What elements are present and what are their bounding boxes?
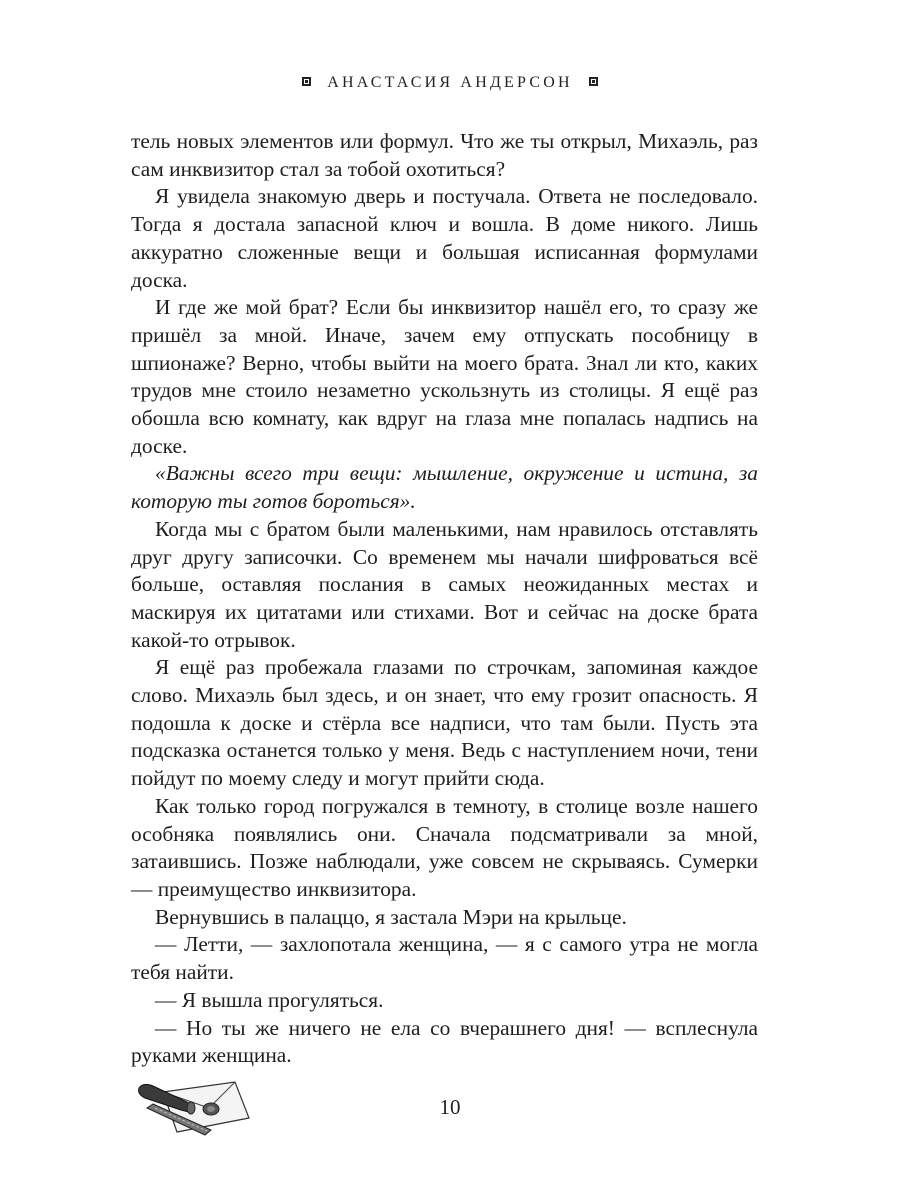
- paragraph: И где же мой брат? Если бы инквизитор нашёл его, то сразу же пришёл за мной. Иначе, зачем ему отпускать пособницу в шпионаже? Верно, чтобы выйти на моего брата. Знал ли кто, каких трудов мне стоило незаметно ускользнуть из столицы. Я ещё раз обошла всю комнату, как вдруг на глаза мне попалась надпись на доске.: [131, 295, 758, 458]
- body-text: [131, 128, 758, 1070]
- paragraph: Вернувшись в палаццо, я застала Мэри на крыльце.: [155, 904, 627, 929]
- page-number: 10: [439, 1095, 461, 1119]
- quote-paragraph: «Важны всего три вещи: мышление, окружение и истина, за которую ты готов бороться».: [131, 461, 758, 514]
- paragraph: Я ещё раз пробежала глазами по строчкам, запоминая каждое слово. Михаэль был здесь, и он знает, что ему грозит опасность. Я подошла к доске и стёрла все надписи, что там были. Пусть эта подсказка останется только у меня. Ведь с наступлением ночи, тени пойдут по моему следу и могут прийти сюда.: [131, 655, 758, 791]
- running-head: [0, 74, 900, 92]
- square-ornament-icon: [302, 77, 311, 86]
- paragraph: Я увидела знакомую дверь и постучала. Ответа не последовало. Тогда я достала запасной ключ и вошла. В доме никого. Лишь аккуратно сложенные вещи и большая исписанная формулами доска.: [131, 184, 758, 292]
- dialogue-paragraph: — Летти, — захлопотала женщина, — я с самого утра не могла тебя найти.: [131, 932, 758, 985]
- dialogue-paragraph: — Я вышла прогуляться.: [155, 987, 384, 1012]
- author-name: АНАСТАСИЯ АНДЕРСОН: [327, 74, 573, 91]
- square-ornament-icon: [589, 77, 598, 86]
- paragraph: Как только город погружался в темноту, в столице возле нашего особняка появлялись они. Сначала подсматривали за мной, затаившись. Позже наблюдали, уже совсем не скрываясь. Сумерки — преимущество инквизитора.: [131, 793, 758, 901]
- paragraph: Когда мы с братом были маленькими, нам нравилось отставлять друг другу записочки. Со временем мы начали шифроваться всё больше, оставляя послания в самых неожиданных местах и маскируя их цитатами или стихами. Вот и сейчас на доске брата какой-то отрывок.: [131, 516, 758, 652]
- paragraph: тель новых элементов или формул. Что же ты открыл, Михаэль, раз сам инквизитор стал за тобой охотиться?: [131, 129, 758, 181]
- dialogue-paragraph: — Но ты же ничего не ела со вчерашнего дня! — всплеснула руками женщина.: [131, 1015, 758, 1068]
